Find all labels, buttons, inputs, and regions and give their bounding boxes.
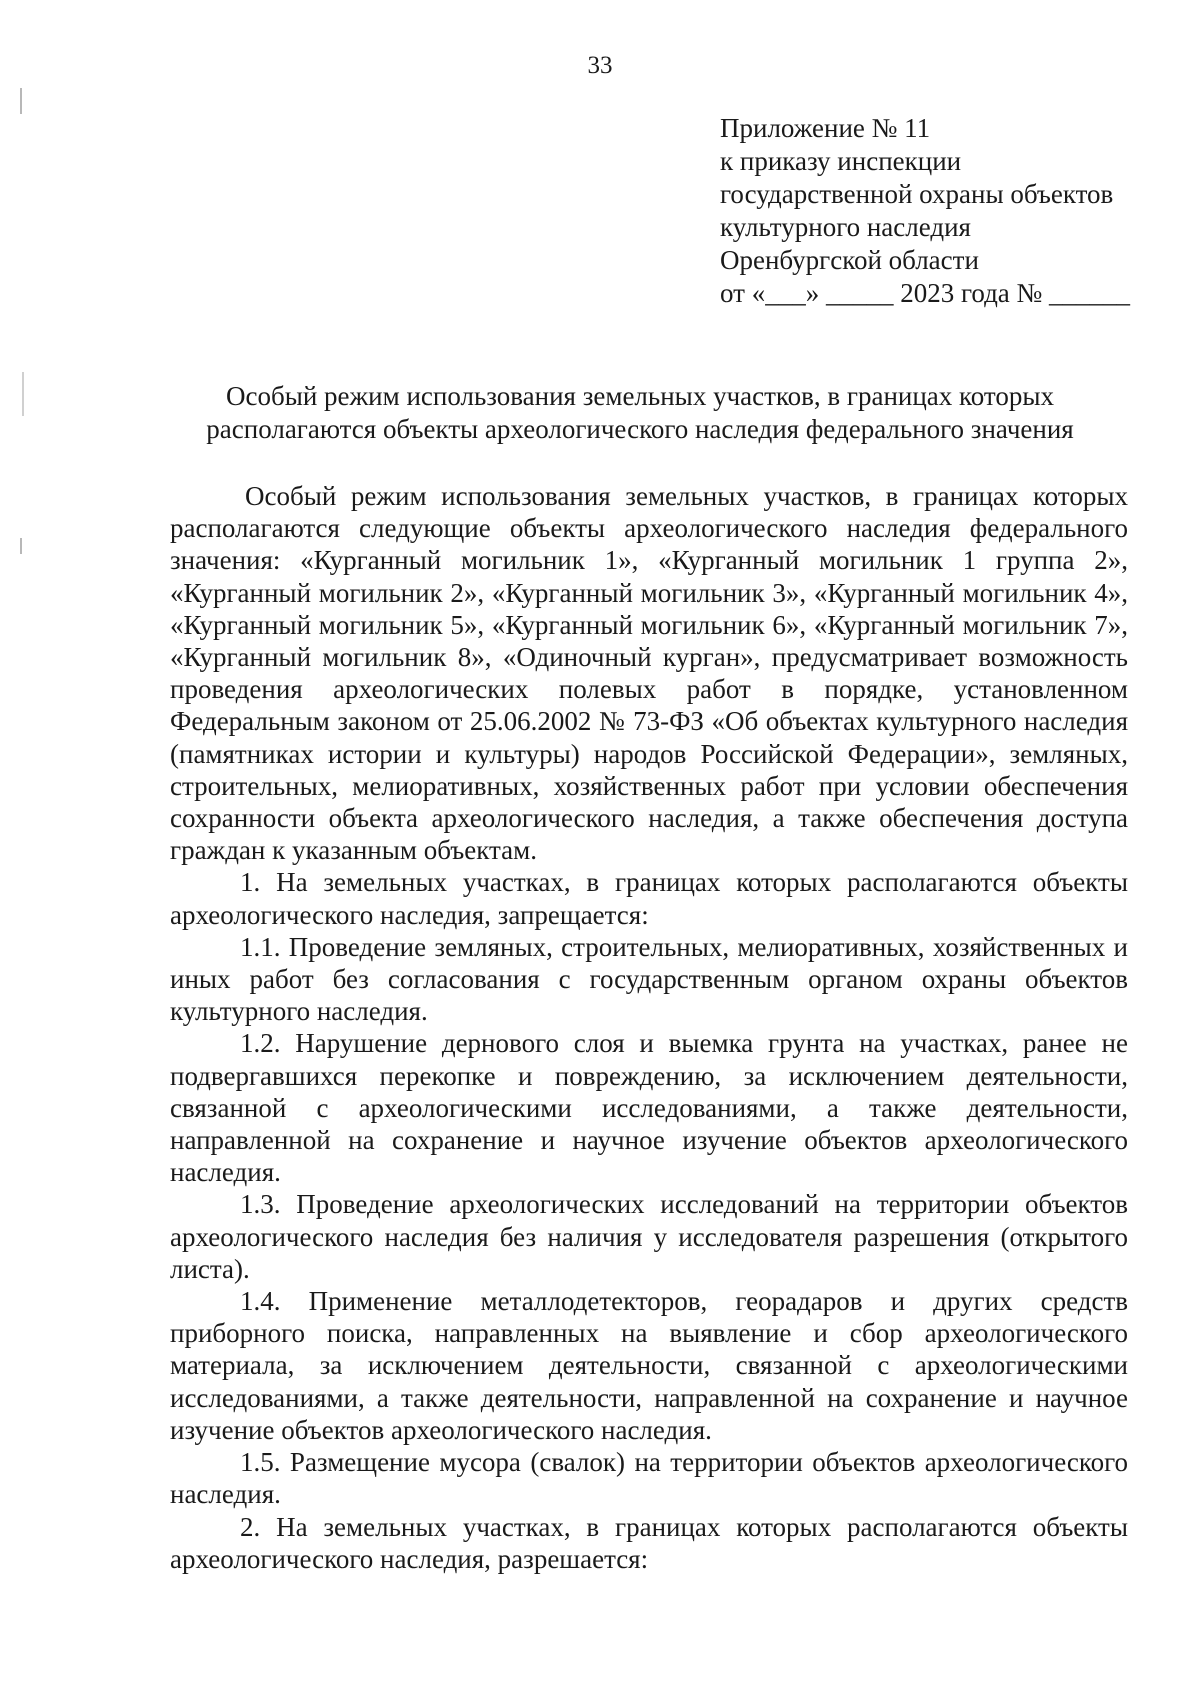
intro-paragraph: Особый режим использования земельных участков, в границах которых располагаются следующие объекты археологического наследия федерального значения: «Курганный могильник 1», «Курганный могильник 1 группа 2», «Курганный могильник 2», «Курганный могильник 3», «Курганный могильник 4», «Курганный могильник 5», «Курганный могильник 6», «Курганный могильник 7», «Курганный могильник 8», «Одиночный курган», предусматривает возможность проведения археологических полевых работ в порядке, установленном Федеральным законом от 25.06.2002 № 73-ФЗ «Об объектах культурного наследия (памятниках истории и культуры) народов Российской Федерации», земляных, строительных, мелиоративных, хозяйственных работ при условии обеспечения сохранности объекта археологического наследия, а также обеспечения доступа граждан к указанным объектам. xyxy=(170,481,1128,866)
document-title-line-1: Особый режим использования земельных участков, в границах которых xyxy=(225,381,1055,411)
scan-mark-middle xyxy=(22,372,24,416)
document-title-line-2: располагаются объекты археологического наследия федерального значения xyxy=(206,414,1074,444)
clause-1-1: 1.1. Проведение земляных, строительных, мелиоративных, хозяйственных и иных работ без согласования с государственным органом охраны объектов культурного наследия. xyxy=(170,931,1128,1027)
appendix-header xyxy=(720,112,1160,310)
clause-1-5: 1.5. Размещение мусора (свалок) на территории объектов археологического наследия. xyxy=(170,1447,1128,1510)
appendix-line-4: культурного наследия xyxy=(720,212,971,242)
document-title xyxy=(160,380,1120,446)
clause-1: 1. На земельных участках, в границах которых располагаются объекты археологического наследия, запрещается: xyxy=(170,867,1128,930)
appendix-line-5: Оренбургской области xyxy=(720,245,979,275)
appendix-line-2: к приказу инспекции xyxy=(720,146,962,176)
clause-1-4: 1.4. Применение металлодетекторов, георадаров и других средств приборного поиска, направленных на выявление и сбор археологического материала, за исключением деятельности, связанной с археологическими исследованиями, а также деятельности, направленной на сохранение и научное изучение объектов археологического наследия. xyxy=(170,1286,1128,1445)
page-number: 33 xyxy=(587,52,613,79)
scan-mark-top xyxy=(20,88,22,114)
clause-1-2: 1.2. Нарушение дернового слоя и выемка грунта на участках, ранее не подвергавшихся перекопке и повреждению, за исключением деятельности, связанной с археологическими исследованиями, а также деятельности, направленной на сохранение и научное изучение объектов археологического наследия. xyxy=(170,1028,1128,1188)
clause-1-3: 1.3. Проведение археологических исследований на территории объектов археологического наследия без наличия у исследователя разрешения (открытого листа). xyxy=(170,1189,1128,1284)
appendix-line-1: Приложение № 11 xyxy=(720,113,931,143)
appendix-line-6: от «___» _____ 2023 года № ______ xyxy=(720,278,1131,308)
appendix-line-3: государственной охраны объектов xyxy=(720,179,1114,209)
document-body xyxy=(170,480,1128,1575)
clause-2: 2. На земельных участках, в границах которых располагаются объекты археологического наследия, разрешается: xyxy=(170,1511,1128,1574)
scan-mark-lower xyxy=(20,538,22,554)
